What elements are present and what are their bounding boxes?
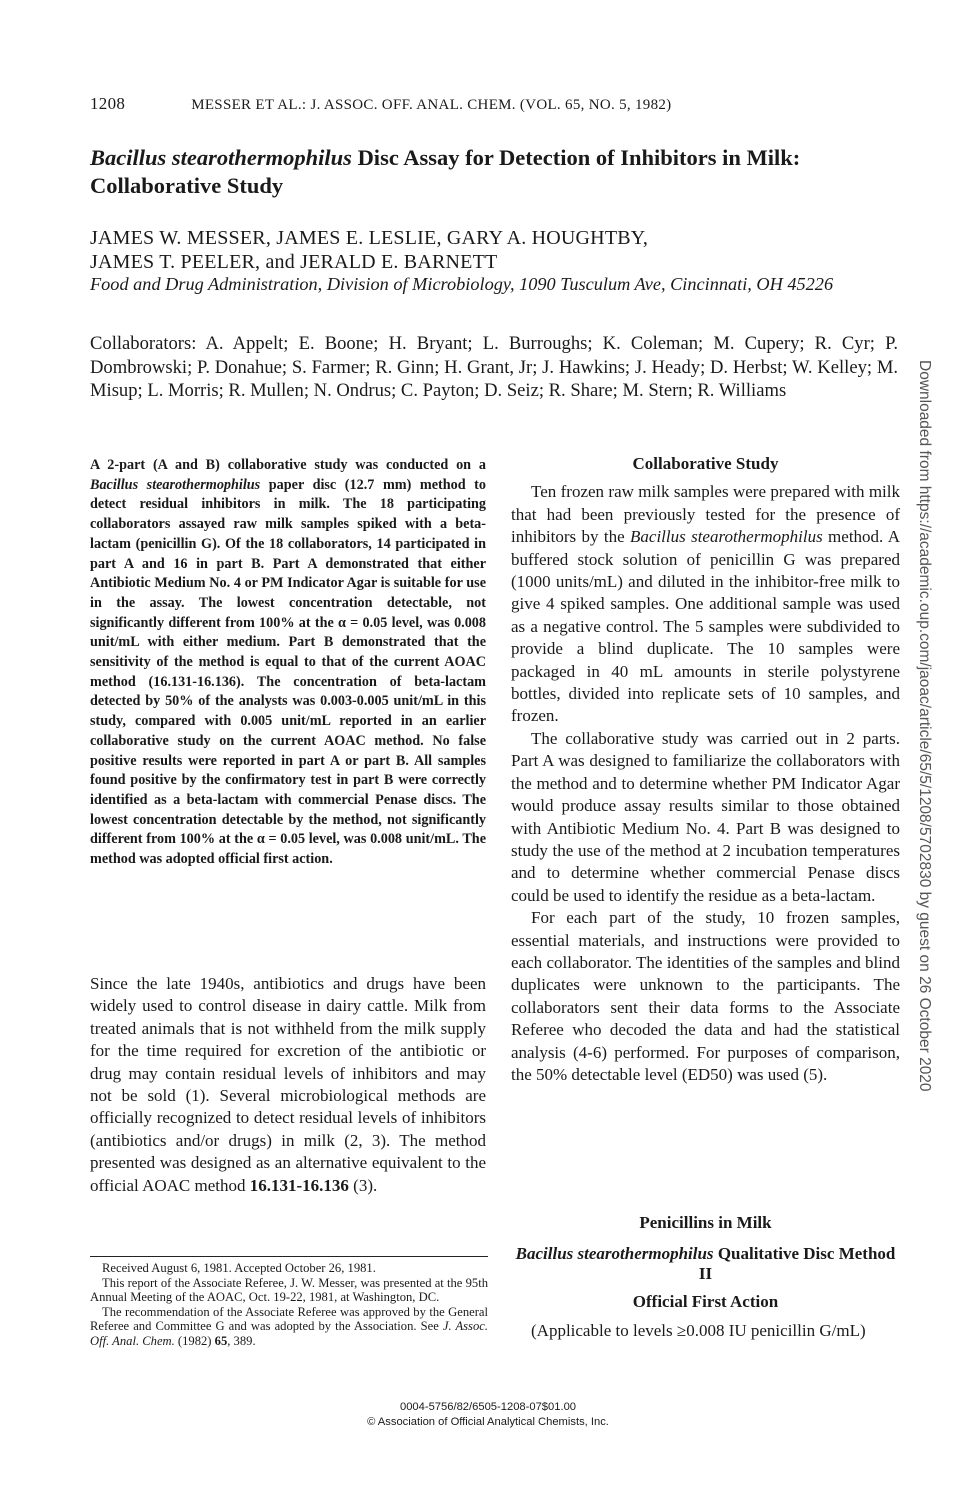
footnote-report: This report of the Associate Referee, J. W. Messer, was presented at the 95th Annual Meeting of the AOAC, Oct. 19-22, 1981, at Washington, DC. — [90, 1275, 488, 1304]
intro-text: Since the late 1940s, antibiotics and drugs have been widely used to control disease in dairy cattle. Milk from treated animals that is not withheld from the milk supply for the time required for excretion of the antibiotic or drug may contain residual levels of inhibitors and may not be sold (1). Several microbiological methods are officially recognized to detect residual levels of inhibitors (antibiotics and/or drugs) in milk (2, 3). The method presented was designed as an alternative equivalent to the official AOAC method — [90, 974, 486, 1195]
journal-citation: MESSER ET AL.: J. ASSOC. OFF. ANAL. CHEM. (VOL. 65, NO. 5, 1982) — [191, 97, 672, 113]
intro-method-ref: 16.131-16.136 — [249, 1175, 349, 1195]
authors-line-2: JAMES T. PEELER, and JERALD E. BARNETT — [90, 251, 498, 273]
running-head — [90, 94, 910, 114]
abstract-organism: Bacillus stearothermophilus — [90, 476, 261, 493]
footnote-rec-text: The recommendation of the Associate Referee was approved by the General Referee and Committee G and was adopted by the Association. See — [90, 1304, 488, 1333]
footnote-recommendation — [90, 1305, 488, 1349]
collaborative-study-heading: Collaborative Study — [632, 454, 779, 473]
footnote-divider — [90, 1256, 488, 1257]
price-code: 0004-5756/82/6505-1208-07$01.00 — [399, 1401, 577, 1413]
method-subheading — [511, 1244, 900, 1284]
author-list — [90, 226, 910, 274]
penicillins-heading: Penicillins in Milk — [639, 1213, 772, 1232]
footnote-received: Received August 6, 1981. Accepted October 26, 1981. — [102, 1261, 376, 1275]
authors-line-1: JAMES W. MESSER, JAMES E. LESLIE, GARY A. HOUGHTBY, — [90, 227, 649, 249]
collab-paragraph-3: For each part of the study, 10 frozen samples, essential materials, and instructions were provided to each collaborator. The identities of the samples and blind duplicates were unknown to the participants. The collaborators sent their data forms to the Associate Referee who decoded the data and had the statistical analysis (4-6) performed. For purposes of comparison, the 50% detectable level (ED50) was used (5). — [511, 908, 900, 1084]
title-rest: Disc Assay for Detection of Inhibitors in Milk: Collaborative Study — [90, 145, 801, 198]
footnote-year: (1982) — [174, 1333, 215, 1348]
introduction-paragraph — [90, 973, 486, 1197]
collaborators-list: Collaborators: A. Appelt; E. Boone; H. Bryant; L. Burroughs; K. Coleman; M. Cupery; R. Cyr; P. Dombrowski; P. Donahue; S. Farmer; R. Ginn; H. Grant, Jr; J. Hawkins; J. Heady; D. Herbst; W. Kelley; M. Misup; L. Morris; R. Mullen; N. Ondrus; C. Payton; D. Seiz; R. Share; M. Stern; R. Williams — [90, 333, 898, 401]
footnote-page: , 389. — [227, 1333, 256, 1348]
title-organism: Bacillus stearothermophilus — [90, 145, 352, 170]
collab-paragraph-2: The collaborative study was carried out in 2 parts. Part A was designed to familiarize the collaborators with the method and to determine whether PM Indicator Agar would produce assay results similar to those obtained with Antibiotic Medium No. 4. Part B was designed to study the use of the method at 2 incubation temperatures and to determine whether commercial Penase discs could be used to identify the residue as a beta-lactam. — [511, 728, 900, 905]
collab-paragraph-1 — [511, 481, 900, 727]
collab-p1-text: Ten frozen raw milk samples were prepared with milk that had been previously tested for the presence of inhibitors by the — [511, 482, 900, 547]
footnote-volume: 65 — [214, 1333, 228, 1348]
official-first-action: Official First Action — [632, 1292, 779, 1312]
collab-p1-organism: Bacillus stearothermophilus — [630, 527, 823, 547]
intro-end: (3). — [348, 1175, 378, 1195]
collaborative-study-section — [511, 453, 900, 1086]
method-organism: Bacillus stearothermophilus — [515, 1244, 714, 1264]
page-number: 1208 — [90, 94, 126, 113]
method-name: Qualitative Disc Method II — [698, 1244, 896, 1284]
abstract-text-2: paper disc (12.7 mm) method to detect residual inhibitors in milk. The 18 participating collaborators assayed raw milk samples spiked with a beta-lactam (penicillin G). Of the 18 collaborators, 14 participated in part A and 16 in part B. Part A demonstrated that either Antibiotic Medium No. 4 or PM Indicator Agar is suitable for use in the assay. The lowest concentration detectable, not significantly different from 100% at the α = 0.05 level, was 0.008 unit/mL with either medium. Part B demonstrated that the sensitivity of the method is equal to that of the current AOAC method (16.131-16.136). The concentration of beta-lactam detected by 50% of the analysts was 0.003-0.005 unit/mL in this study, compared with 0.005 unit/mL reported in an earlier collaborative study on the current AOAC method. No false positive results were reported in part A or part B. All samples found positive by the confirmatory test in part B were correctly identified as a beta-lactam with commercial Penase discs. The lowest concentration detectable by the method, not significantly different from 100% at the α = 0.05 level, was 0.008 unit/mL. The method was adopted official first action. — [90, 476, 486, 868]
abstract-text-1: A 2-part (A and B) collaborative study was conducted on a — [90, 457, 486, 473]
download-watermark: Downloaded from https://academic.oup.com/jaoac/article/65/5/1208/5702830 by guest on 26 October 2020 — [916, 360, 933, 1092]
article-title — [90, 144, 910, 200]
affiliation: Food and Drug Administration, Division of Microbiology, 1090 Tusculum Ave, Cincinnati, OH 45226 — [90, 274, 834, 294]
penicillins-section — [511, 1212, 900, 1343]
footnote-journal: J. Assoc. Off. Anal. Chem. — [90, 1319, 488, 1348]
collab-p1-rest: method. A buffered stock solution of penicillin G was prepared (1000 units/mL) and diluted in the inhibitor-free milk to give 4 spiked samples. One additional sample was used as a negative control. The 5 samples were subdivided to provide a blind duplicate. The 10 samples were packaged in 40 mL amounts in sterile polystyrene bottles, divided into replicate sets of 10 samples, and frozen. — [511, 527, 900, 726]
applicability-note: (Applicable to levels ≥0.008 IU penicillin G/mL) — [531, 1321, 866, 1341]
copyright: © Association of Official Analytical Chemists, Inc. — [367, 1416, 609, 1428]
abstract — [90, 456, 486, 870]
publication-info — [0, 1400, 976, 1430]
footnotes — [90, 1261, 488, 1348]
